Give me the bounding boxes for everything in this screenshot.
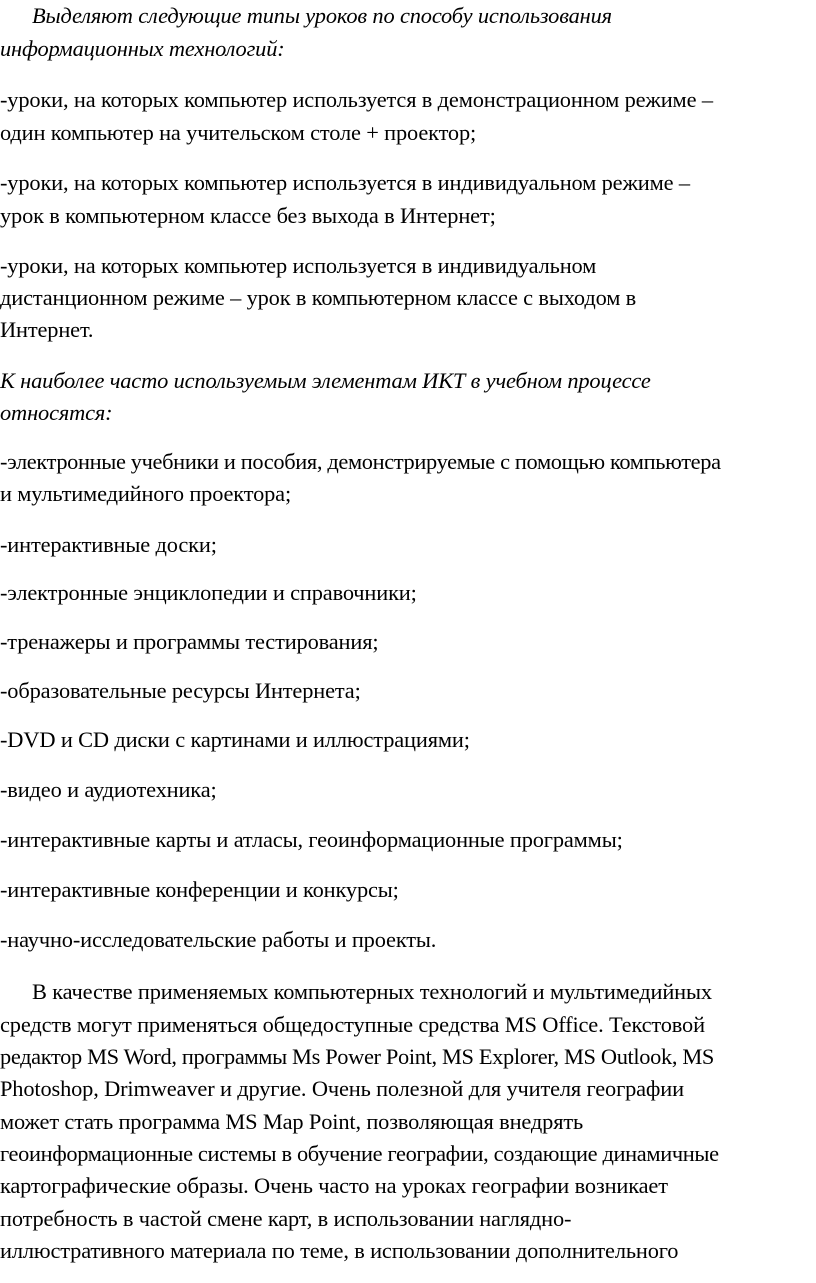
text-line: Выделяют следующие типы уроков по способу использования — [32, 3, 612, 28]
list-item: -интерактивные конференции и конкурсы; — [0, 877, 399, 902]
text-line: урок в компьютерном классе без выхода в Интернет; — [0, 203, 496, 228]
text-line: -электронные учебники и пособия, демонстрируемые с помощью компьютера — [0, 449, 721, 474]
text-line: информационных технологий: — [0, 36, 285, 61]
text-line: К наиболее часто используемым элементам ИКТ в учебном процессе — [0, 368, 651, 393]
text-line: средств могут применяться общедоступные средства MS Office. Текстовой — [0, 1012, 705, 1037]
text-line: относятся: — [0, 400, 113, 425]
list-item: -видео и аудиотехника; — [0, 777, 217, 802]
list-item: -электронные энциклопедии и справочники; — [0, 580, 417, 605]
text-line: один компьютер на учительском столе + проектор; — [0, 120, 477, 145]
text-line: геоинформационные системы в обучение географии, создающие динамичные — [0, 1141, 719, 1166]
text-line: -уроки, на которых компьютер используется в демонстрационном режиме – — [0, 87, 713, 112]
text-line: иллюстративного материала по теме, в использовании дополнительного — [0, 1238, 679, 1263]
list-item: -тренажеры и программы тестирования; — [0, 629, 379, 654]
text-line: В качестве применяемых компьютерных технологий и мультимедийных — [32, 979, 712, 1004]
list-item: -научно-исследовательские работы и проекты. — [0, 927, 437, 952]
list-item: -интерактивные доски; — [0, 532, 217, 557]
list-item: -образовательные ресурсы Интернета; — [0, 678, 361, 703]
list-item: -интерактивные карты и атласы, геоинформационные программы; — [0, 827, 623, 852]
list-item: -DVD и CD диски с картинами и иллюстрациями; — [0, 727, 470, 752]
text-line: -уроки, на которых компьютер используется в индивидуальном — [0, 253, 597, 278]
text-line: и мультимедийного проектора; — [0, 481, 292, 506]
text-line: картографические образы. Очень часто на уроках географии возникает — [0, 1173, 668, 1198]
text-line: Photoshop, Drimweaver и другие. Очень полезной для учителя географии — [0, 1076, 684, 1101]
text-line: редактор MS Word, программы Ms Power Point, MS Explorer, MS Outlook, MS — [0, 1044, 714, 1069]
text-line: -уроки, на которых компьютер используется в индивидуальном режиме – — [0, 170, 690, 195]
text-line: может стать программа MS Map Point, позволяющая внедрять — [0, 1109, 584, 1134]
text-line: Интернет. — [0, 317, 94, 342]
text-line: потребность в частой смене карт, в использовании наглядно- — [0, 1206, 572, 1231]
text-line: дистанционном режиме – урок в компьютерном классе с выходом в — [0, 285, 637, 310]
